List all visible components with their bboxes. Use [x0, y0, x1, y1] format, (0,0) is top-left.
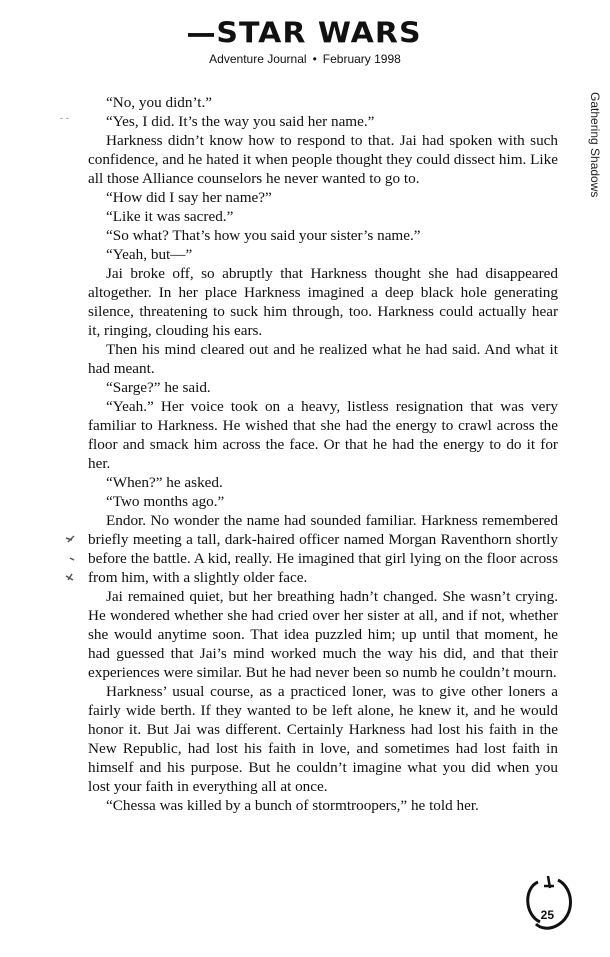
- paragraph: “Yeah, but—”: [106, 246, 193, 263]
- paragraph: “When?” he asked.: [106, 474, 223, 491]
- masthead: [0, 18, 610, 66]
- paragraph: “Yeah.” Her voice took on a heavy, listless resignation that was very familiar to Harkness. He wished that she had the energy to crawl across the floor and smack him across the face. Or that he had the energy to do it for her.: [88, 398, 558, 472]
- logo-dash: [188, 33, 214, 37]
- star-wars-logo: [0, 16, 610, 51]
- paragraph: “So what? That’s how you said your sister’s name.”: [106, 227, 421, 244]
- rebel-alliance-emblem-icon: [518, 872, 580, 934]
- paragraph: Harkness didn’t know how to respond to that. Jai had spoken with such confidence, and he hated it when people thought they could dissect him. Like all those Alliance counselors he never wanted to go to.: [88, 132, 558, 187]
- paragraph: Harkness’ usual course, as a practiced loner, was to give other loners a fairly wide berth. If they wanted to be left alone, he knew it, and he would honor it. But Jai was different. Certainly Harkness had lost his faith in the New Republic, had lost his faith in love, and sometimes had lost faith in himself and his purpose. But he couldn’t imagine what you did when you lost your faith in everything all at once.: [88, 683, 558, 795]
- paragraph: Jai remained quiet, but her breathing hadn’t changed. She wasn’t crying. He wondered whether she had cried over her sister at all, and if not, whether she would anytime soon. That idea puzzled him; up until that moment, he had guessed that Jai’s mind worked much the way his did, and that their experiences were similar. But he had never been so numb he couldn’t mourn.: [88, 588, 558, 681]
- article-body: [88, 93, 558, 815]
- scan-speck: - -: [60, 114, 69, 124]
- paragraph: Endor. No wonder the name had sounded familiar. Harkness remembered briefly meeting a tall, dark-haired officer named Morgan Raventhorn shortly before the battle. A kid, really. He imagined that girl lying on the floor across from him, with a slightly older face.: [88, 512, 558, 586]
- paragraph: Jai broke off, so abruptly that Harkness thought she had disappeared altogether. In her place Harkness imagined a deep black hole generating silence, threatening to suck him through, too. Harkness could actually hear it, ringing, clouding his ears.: [88, 265, 558, 339]
- issue-line: [0, 52, 610, 66]
- paragraph: “Sarge?” he said.: [106, 379, 211, 396]
- story-title-side-label: Gathering Shadows: [588, 92, 602, 198]
- paragraph: “Yes, I did. It’s the way you said her name.”: [106, 113, 375, 130]
- journal-title: Adventure Journal: [209, 52, 307, 66]
- paragraph: “Like it was sacred.”: [106, 208, 234, 225]
- paragraph: Then his mind cleared out and he realized what he had said. And what it had meant.: [88, 341, 558, 377]
- paragraph: “Chessa was killed by a bunch of stormtroopers,” he told her.: [106, 797, 479, 814]
- bullet-separator: •: [312, 52, 317, 66]
- paragraph: “No, you didn’t.”: [106, 94, 213, 111]
- logo-text: STAR WARS: [216, 16, 422, 51]
- paragraph: “How did I say her name?”: [106, 189, 272, 206]
- page-number: 25: [540, 908, 554, 922]
- paragraph: “Two months ago.”: [106, 493, 225, 510]
- issue-date: February 1998: [322, 52, 401, 66]
